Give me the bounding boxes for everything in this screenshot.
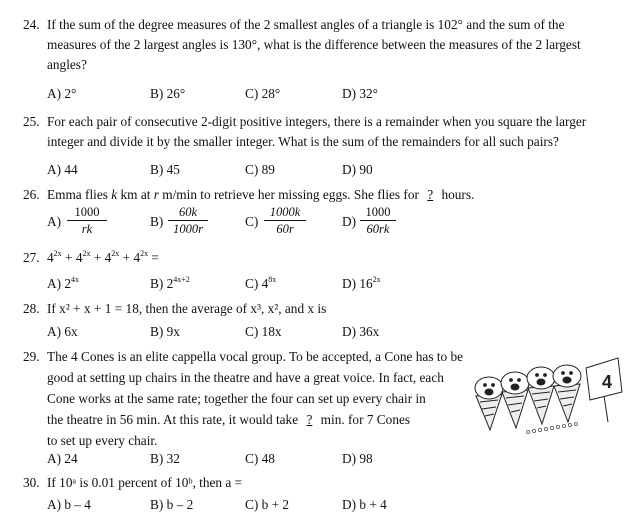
q29-choice-a: A) 24 (47, 451, 78, 466)
q29-line5: to set up every chair. (47, 433, 158, 448)
q28-choice-a: A) 6x (47, 324, 78, 339)
q30-choice-a: A) b – 4 (47, 497, 91, 512)
q24-number: 24. (23, 17, 40, 32)
q24-choice-b: B) 26° (150, 86, 186, 101)
q24-choice-d: D) 32° (342, 86, 378, 101)
q24-line1: If the sum of the degree measures of the 2 smallest angles of a triangle is 102° and the sum of the (47, 17, 565, 32)
q30-number: 30. (23, 475, 40, 490)
q26-choice-d-fraction: $\frac{1000}{60rk}$ (360, 205, 396, 237)
q27-choice-a: A) $2^{4x}$ (47, 275, 80, 291)
q29-line2: good at setting up chairs in the theatre and have a great voice. In fact, each (47, 370, 444, 385)
q28-choice-c: C) 18x (245, 324, 282, 339)
q29-number: 29. (23, 349, 40, 364)
q26-choice-c-fraction: $\frac{1000k}{60r}$ (264, 205, 306, 237)
q24-choice-a: A) 2° (47, 86, 77, 101)
q30-text: If 10ᵃ is 0.01 percent of 10ᵇ, then a = (47, 475, 243, 490)
q25-line1: For each pair of consecutive 2-digit positive integers, there is a remainder when you square the larger (47, 114, 587, 129)
q27-choice-b: B) $2^{4x+2}$ (150, 275, 190, 291)
q24-line3: angles? (47, 57, 87, 72)
q26-choice-a-fraction: $\frac{1000}{rk}$ (67, 205, 107, 237)
q26-choice-a-label: A) (47, 214, 62, 229)
q30-choice-b: B) b – 2 (150, 497, 194, 512)
q26-number: 26. (23, 187, 40, 202)
q24-line2: measures of the 2 largest angles is 130°, what is the difference between the measures of the 2 largest (47, 37, 581, 52)
q29-choice-c: C) 48 (245, 451, 275, 466)
q30-choice-c: C) b + 2 (245, 497, 290, 512)
q26-text: Emma flies k km at r m/min to retrieve her missing eggs. She flies for ? hours. (47, 187, 475, 202)
q28-number: 28. (23, 301, 40, 316)
q24-choice-c: C) 28° (245, 86, 281, 101)
q28-text: If x² + x + 1 = 18, then the average of x³, x², and x is (47, 301, 327, 316)
q25-line2: integer and divide it by the smaller integer. What is the sum of the remainders for all such pairs? (47, 134, 559, 149)
q30-choice-d: D) b + 4 (342, 497, 387, 512)
q29-blank: ? (306, 412, 313, 427)
q26-blank: ? (427, 187, 434, 202)
q26-choice-c-label: C) (245, 214, 259, 229)
q29-choice-d: D) 98 (342, 451, 373, 466)
singing-cones-illustration (468, 352, 628, 442)
q29-line4: the theatre in 56 min. At this rate, it would take ? min. for 7 Cones (47, 412, 411, 427)
q29-line1: The 4 Cones is an elite cappella vocal group. To be accepted, a Cone has to be (47, 349, 464, 364)
q25-choice-c: C) 89 (245, 162, 275, 177)
q25-choice-b: B) 45 (150, 162, 180, 177)
q26-choice-d-label: D) (342, 214, 357, 229)
sign-text: 4 (602, 372, 613, 392)
q27-number: 27. (23, 250, 40, 265)
q25-choice-d: D) 90 (342, 162, 373, 177)
q26-choice-b-fraction: $\frac{60k}{1000r}$ (168, 205, 208, 237)
q29-choice-b: B) 32 (150, 451, 180, 466)
q27-choice-c: C) $4^{8x}$ (245, 275, 277, 291)
q25-choice-a: A) 44 (47, 162, 78, 177)
q29-line3: Cone works at the same rate; together the four can set up every chair in (47, 391, 426, 406)
q28-choice-b: B) 9x (150, 324, 180, 339)
q25-number: 25. (23, 114, 40, 129)
q28-choice-d: D) 36x (342, 324, 380, 339)
q27-choice-d: D) $16^{2x}$ (342, 275, 381, 291)
q26-choice-b-label: B) (150, 214, 164, 229)
q27-expression: $4^{2x} + 4^{2x} + 4^{2x} + 4^{2x}$ = (47, 249, 159, 265)
